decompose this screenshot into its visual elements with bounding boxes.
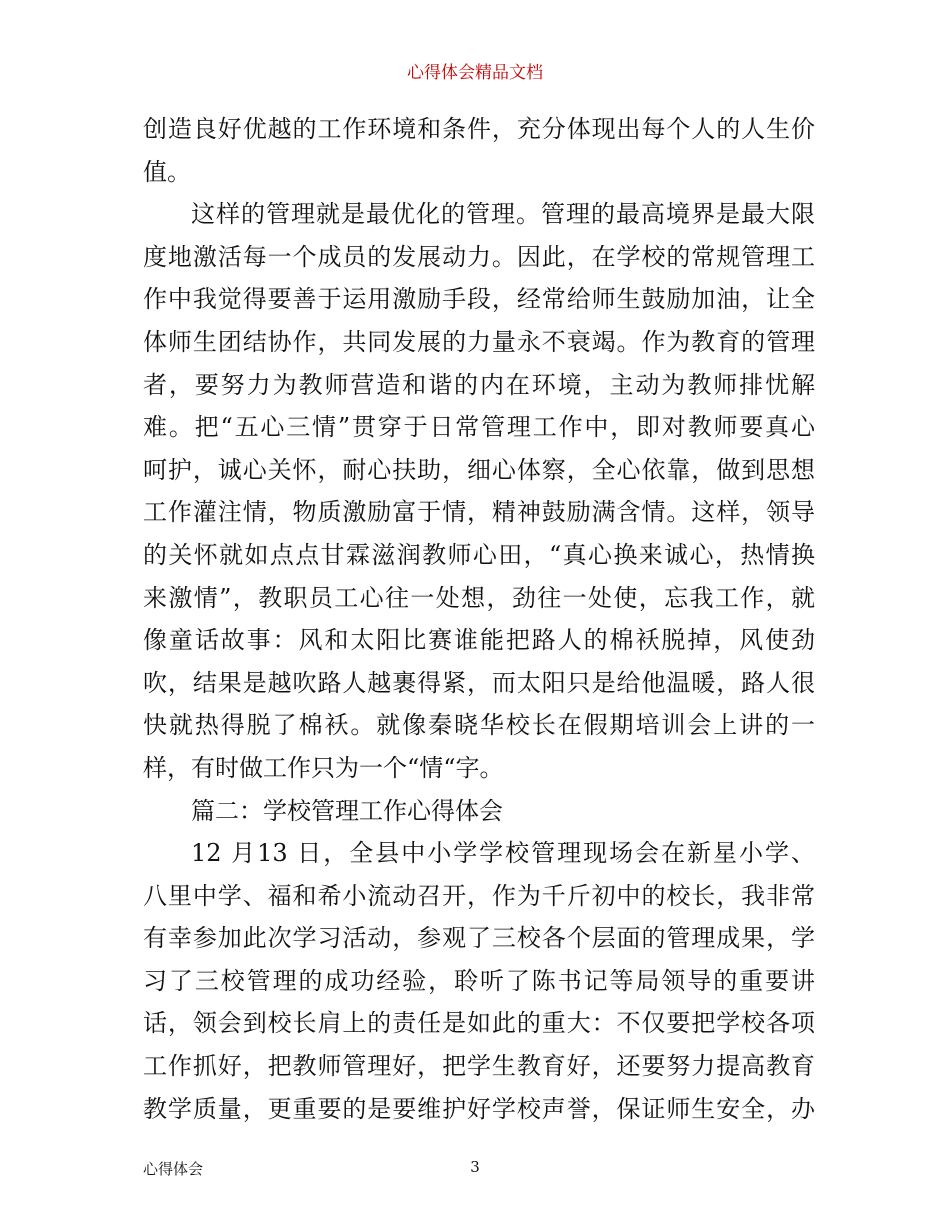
text-line: 教学质量，更重要的是要维护好学校声誉，保证师生安全，办 — [143, 1094, 815, 1123]
text-line: 度地激活每一个成员的发展动力。因此，在学校的常规管理工 — [143, 242, 815, 271]
text-line: 12 月13 日，全县中小学学校管理现场会在新星小学、 — [191, 839, 815, 868]
text-line: 者，要努力为教师营造和谐的内在环境，主动为教师排忧解 — [143, 370, 815, 399]
text-line: 工作灌注情，物质激励富于情，精神鼓励满含情。这样，领导 — [143, 498, 815, 527]
footer-label: 心得体会 — [143, 1160, 204, 1178]
text-line: 工作抓好，把教师管理好，把学生教育好，还要努力提高教育 — [143, 1052, 815, 1081]
text-line: 篇二：学校管理工作心得体会 — [191, 796, 503, 825]
document-body — [143, 108, 815, 1130]
text-line: 这样的管理就是最优化的管理。管理的最高境界是最大限 — [191, 200, 815, 229]
text-line: 样，有时做工作只为一个“情“字。 — [143, 753, 504, 782]
text-line: 作中我觉得要善于运用激励手段，经常给师生鼓励加油，让全 — [143, 285, 815, 314]
text-line: 快就热得脱了棉袄。就像秦晓华校长在假期培训会上讲的一 — [143, 711, 815, 740]
text-line: 有幸参加此次学习活动，参观了三校各个层面的管理成果，学 — [143, 924, 815, 953]
text-line: 八里中学、福和希小流动召开，作为千斤初中的校长，我非常 — [143, 881, 815, 910]
text-line: 习了三校管理的成功经验，聆听了陈书记等局领导的重要讲 — [143, 966, 815, 995]
text-line: 创造良好优越的工作环境和条件，充分体现出每个人的人生价 — [143, 115, 815, 143]
text-line: 的关怀就如点点甘霖滋润教师心田，“真心换来诚心，热情换 — [143, 540, 815, 569]
page-header: 心得体会精品文档 — [407, 63, 543, 83]
text-line: 值。 — [143, 157, 191, 186]
text-line: 呵护，诚心关怀，耐心扶助，细心体察，全心依靠，做到思想 — [143, 455, 815, 484]
text-line: 来激情”，教职员工心往一处想，劲往一处使，忘我工作，就 — [143, 583, 815, 612]
text-line: 像童话故事：风和太阳比赛谁能把路人的棉袄脱掉，风使劲 — [143, 626, 815, 655]
page-number: 3 — [470, 1158, 480, 1176]
text-line: 吹，结果是越吹路人越裹得紧，而太阳只是给他温暖，路人很 — [143, 668, 815, 697]
text-line: 体师生团结协作，共同发展的力量永不衰竭。作为教育的管理 — [143, 327, 815, 356]
text-line: 话，领会到校长肩上的责任是如此的重大：不仅要把学校各项 — [143, 1009, 815, 1038]
text-line: 难。把“五心三情”贯穿于日常管理工作中，即对教师要真心 — [143, 413, 815, 442]
